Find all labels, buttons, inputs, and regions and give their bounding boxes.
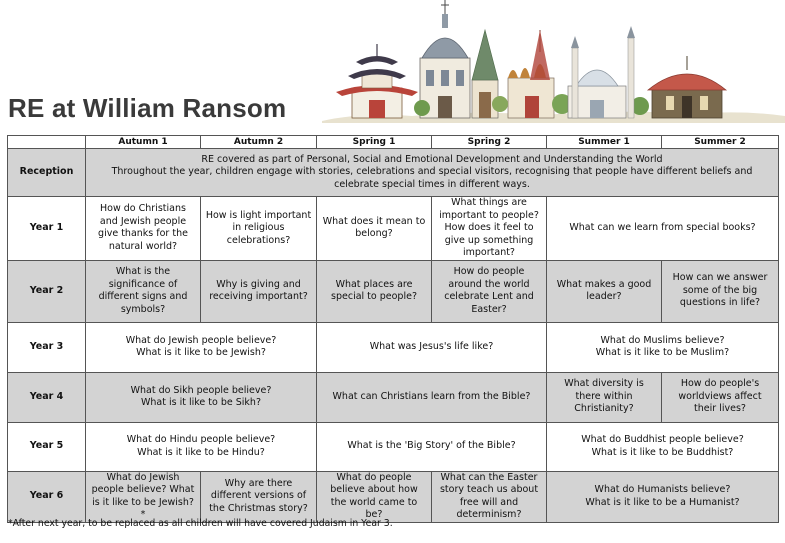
header-summer-1: Summer 1 [547,136,662,149]
world-religious-buildings-illustration [322,0,785,123]
mosque-icon [568,26,635,118]
footnote: *After next year, to be replaced as all children will have covered Judaism in Year 3. [8,518,393,529]
header-autumn-1: Autumn 1 [86,136,201,149]
table-cell: What diversity is there within Christianity? [547,372,662,422]
row-label: Year 3 [8,322,86,372]
temple-icon [648,56,726,118]
re-curriculum-table [7,135,779,523]
table-cell: What places are special to people? [317,260,432,322]
table-row [8,197,779,261]
table-cell: Why is giving and receiving important? [201,260,317,322]
row-label: Year 2 [8,260,86,322]
table-cell: What do Hindu people believe? What is it like to be Hindu? [86,422,317,471]
table-cell: What do Muslims believe? What is it like to be Muslim? [547,322,779,372]
table-cell: Why are there different versions of the Christmas story? [201,471,317,522]
table-cell: What can the Easter story teach us about free will and determinism? [432,471,547,522]
page-title: RE at William Ransom [8,93,287,123]
row-label: Year 5 [8,422,86,471]
row-label: Reception [8,149,86,197]
row-label: Year 6 [8,471,86,522]
table-cell: What do Jewish people believe? What is it like to be Jewish? [86,322,317,372]
table-cell: What do Humanists believe? What is it like to be a Humanist? [547,471,779,522]
table-cell: What is the significance of different signs and symbols? [86,260,201,322]
header-summer-2: Summer 2 [662,136,779,149]
table-cell: How is light important in religious celebrations? [201,197,317,261]
table-cell: What do Jewish people believe? What is it like to be Jewish? * [86,471,201,522]
table-cell: What do people believe about how the world came to be? [317,471,432,522]
table-cell: How do people around the world celebrate Lent and Easter? [432,260,547,322]
row-label: Year 1 [8,197,86,261]
table-cell: What makes a good leader? [547,260,662,322]
table-cell: How do people's worldviews affect their lives? [662,372,779,422]
table-cell: What is the 'Big Story' of the Bible? [317,422,547,471]
table-cell: What can Christians learn from the Bible? [317,372,547,422]
row-label: Year 4 [8,372,86,422]
table-cell: How do Christians and Jewish people give thanks for the natural world? [86,197,201,261]
onion-dome-cathedral-icon [508,30,554,118]
table-header-row [8,136,779,149]
table-cell: How can we answer some of the big questions in life? [662,260,779,322]
table-cell: What does it mean to belong? [317,197,432,261]
header-autumn-2: Autumn 2 [201,136,317,149]
domed-church-icon [420,0,470,118]
table-row [8,322,779,372]
table-cell: RE covered as part of Personal, Social and Emotional Development and Understanding the World Throughout the year, children engage with stories, celebrations and special visitors, recognising that people have different beliefs and celebrate special times in different ways. [86,149,779,197]
table-cell: What do Buddhist people believe? What is it like to be Buddhist? [547,422,779,471]
table-row [8,149,779,197]
pagoda-icon [336,44,418,118]
header-spring-2: Spring 2 [432,136,547,149]
table-cell: What do Sikh people believe? What is it like to be Sikh? [86,372,317,422]
table-row [8,422,779,471]
header-corner-cell [8,136,86,149]
table-cell: What things are important to people? How does it feel to give up something important? [432,197,547,261]
table-row [8,471,779,522]
table-cell: What can we learn from special books? [547,197,779,261]
table-row [8,372,779,422]
table-cell: What was Jesus's life like? [317,322,547,372]
table-row [8,260,779,322]
header-spring-1: Spring 1 [317,136,432,149]
